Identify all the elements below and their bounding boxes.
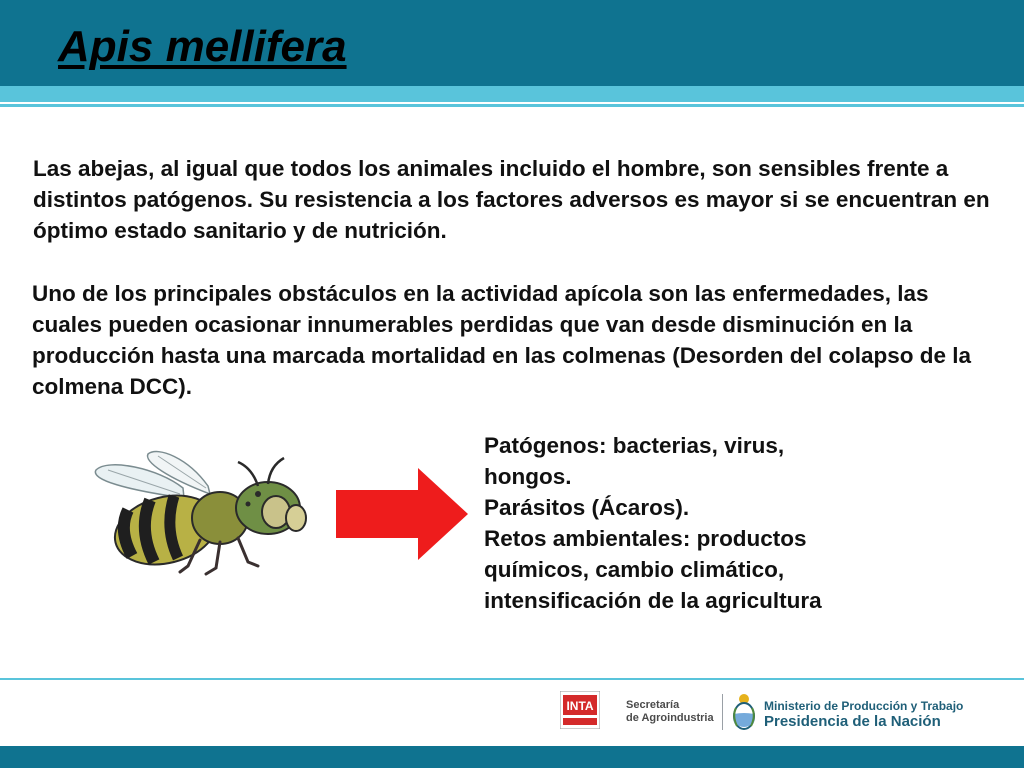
- header-band-line: [0, 104, 1024, 107]
- secretaria-line-2: de Agroindustria: [626, 712, 714, 724]
- ministerio-text: Ministerio de Producción y Trabajo: [764, 699, 964, 713]
- secretaria-label: [626, 699, 714, 725]
- footer-divider: [722, 694, 723, 730]
- argentina-coat-of-arms-icon: [729, 692, 759, 732]
- list-item: Patógenos: bacterias, virus, hongos.: [484, 433, 785, 489]
- secretaria-line-1: Secretaría: [626, 699, 680, 711]
- footer-line: [0, 678, 1024, 680]
- bee-illustration: [88, 448, 312, 578]
- inta-logo-text: INTA: [566, 699, 594, 713]
- inta-logo: [560, 691, 600, 729]
- right-arrow-icon: [336, 468, 470, 560]
- list-item: Retos ambientales: productos químicos, cambio climático, intensificación de la agricultura: [484, 526, 822, 613]
- slide-header: [0, 0, 1024, 112]
- diseases-paragraph: Uno de los principales obstáculos en la actividad apícola son las enfermedades, las cuales pueden ocasionar innumerables perdidas que van desde disminución en la producción hasta una marcada mortalidad en las colmenas (Desorden del colapso de la colmena DCC).: [32, 281, 972, 399]
- ministerio-label: [764, 699, 963, 730]
- header-band-light: [0, 86, 1024, 102]
- presidencia-text: Presidencia de la Nación: [764, 713, 941, 730]
- causes-list: [484, 430, 844, 616]
- footer-bar: [0, 746, 1024, 768]
- slide-title: Apis mellifera: [58, 22, 347, 71]
- intro-paragraph: Las abejas, al igual que todos los animales incluido el hombre, son sensibles frente a distintos patógenos. Su resistencia a los factores adversos es mayor si se encuentran en óptimo estado sanitario y de nutrición.: [33, 156, 990, 243]
- list-item: Parásitos (Ácaros).: [484, 495, 690, 520]
